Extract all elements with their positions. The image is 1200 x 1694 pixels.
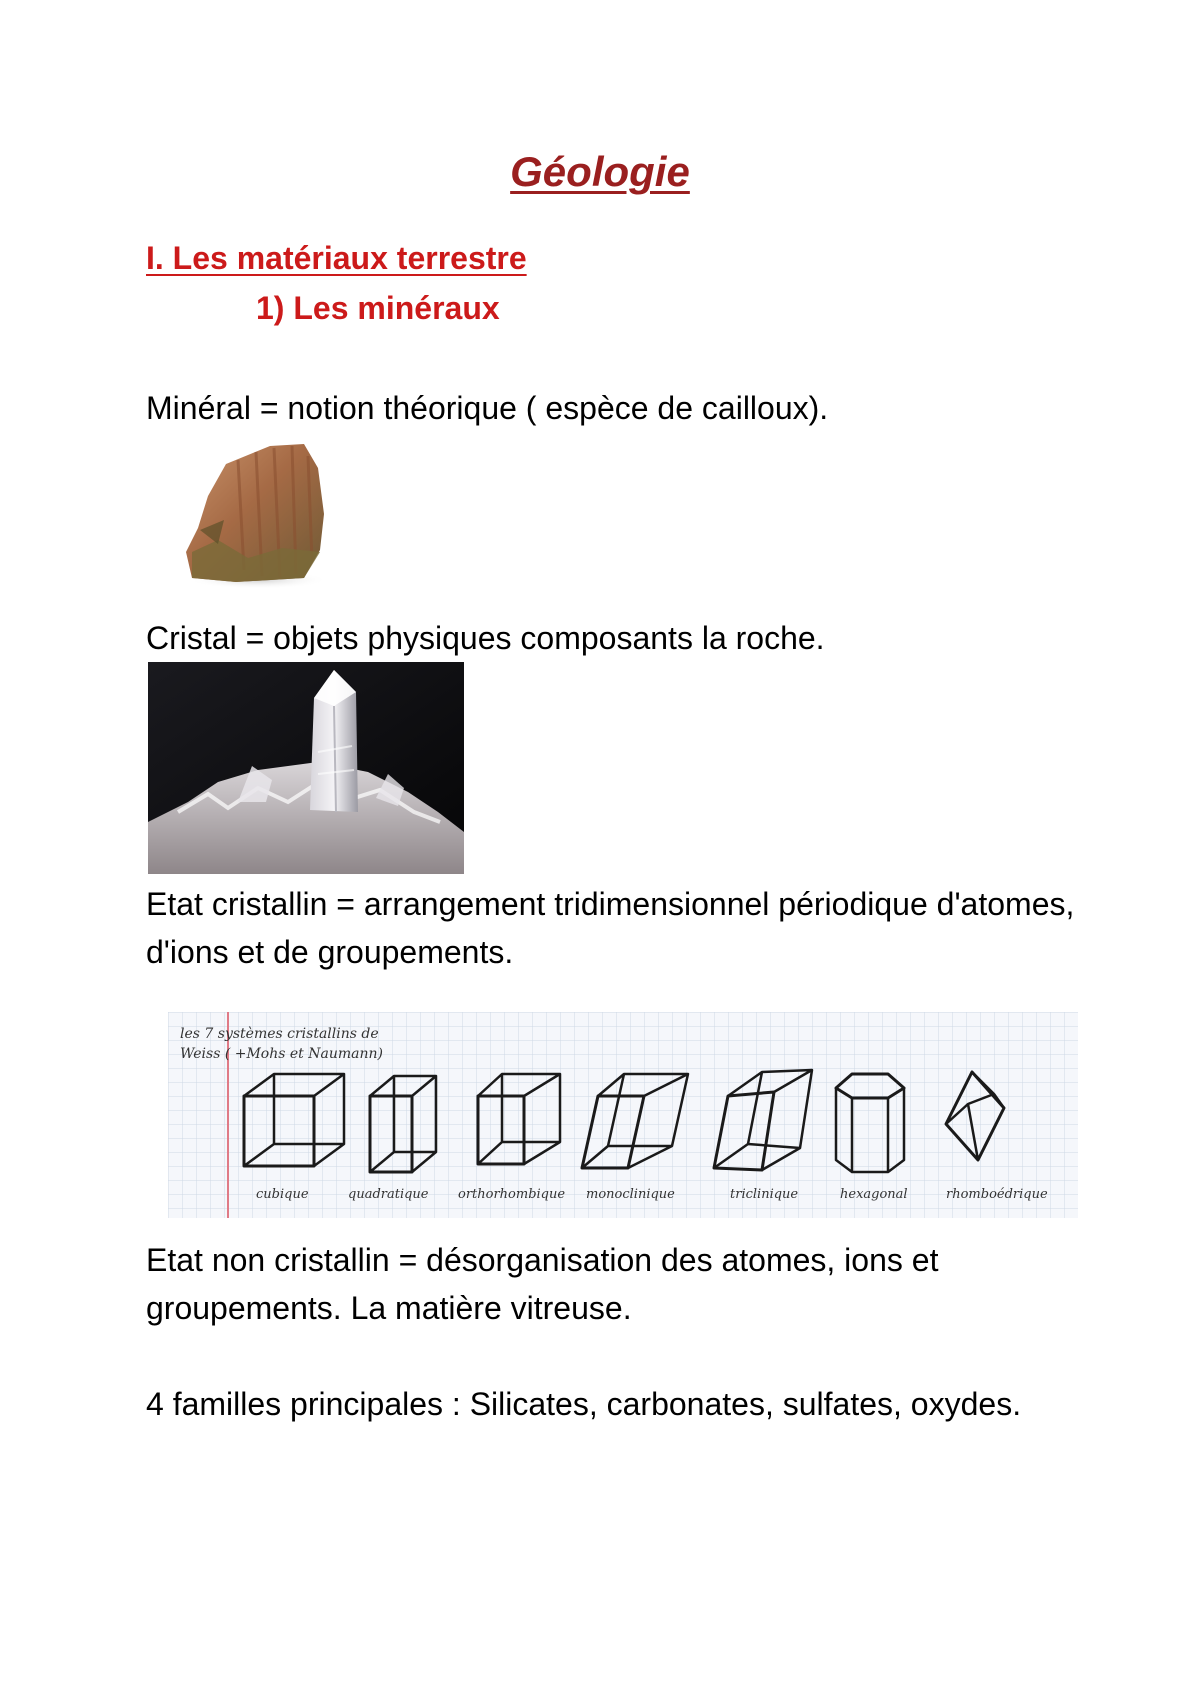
section-heading: I. Les matériaux terrestre [146, 240, 527, 276]
label-orthorhombique: orthorhombique [458, 1187, 566, 1202]
diagram-heading-line2: Weiss ( +Mohs et Naumann) [180, 1046, 383, 1062]
paragraph-familles: 4 familles principales : Silicates, carbonates, sulfates, oxydes. [146, 1386, 1022, 1422]
label-quadratique: quadratique [348, 1187, 429, 1202]
paragraph-mineral: Minéral = notion théorique ( espèce de cailloux). [146, 390, 829, 426]
label-cubique: cubique [256, 1187, 309, 1202]
label-triclinique: triclinique [730, 1187, 799, 1202]
paragraph-cristal: Cristal = objets physiques composants la roche. [146, 620, 825, 656]
paragraph-etat-non-cristallin: Etat non cristallin = désorganisation des atomes, ions et groupements. La matière vitreuse. [146, 1242, 939, 1326]
page-title: Géologie [510, 148, 690, 195]
label-hexagonal: hexagonal [840, 1187, 908, 1202]
diagram-heading-line1: les 7 systèmes cristallins de [180, 1026, 379, 1042]
crystal-systems-diagram [168, 1012, 1078, 1218]
mineral-rock-image [178, 440, 338, 590]
label-monoclinique: monoclinique [586, 1187, 675, 1202]
label-rhomboedrique: rhomboédrique [946, 1187, 1048, 1202]
quartz-crystal-image [148, 662, 464, 874]
subsection-heading: 1) Les minéraux [256, 290, 500, 326]
paragraph-etat-cristallin: Etat cristallin = arrangement tridimensionnel périodique d'atomes, d'ions et de groupements. [146, 886, 1075, 970]
